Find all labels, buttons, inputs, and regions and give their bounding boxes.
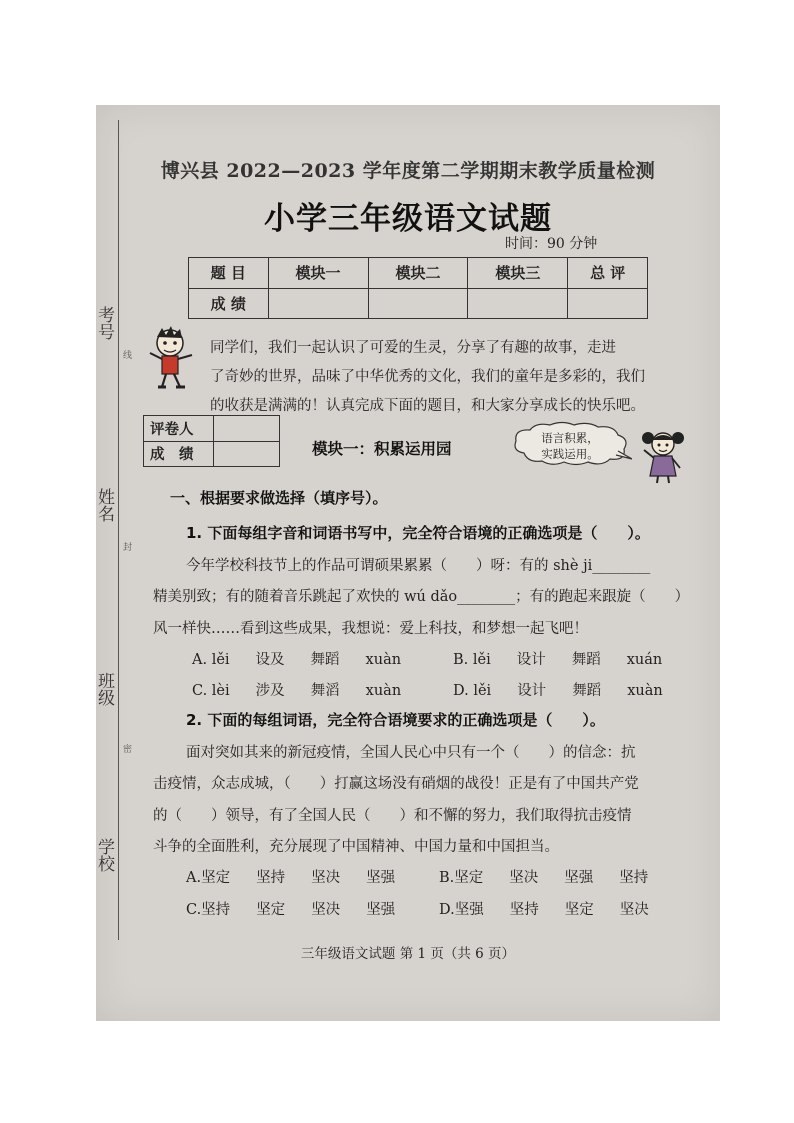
option-b[interactable] [439,866,674,887]
option-a[interactable] [186,866,421,887]
option-text: 坚决 [619,902,649,918]
option-text: 坚强 [366,870,396,886]
grader-table [143,415,280,467]
option-a[interactable] [192,648,427,669]
option-text: 坚定 [564,902,594,918]
cartoon-boy-icon [140,325,202,391]
page-footer: 三年级语文试题 第 1 页（共 6 页） [300,946,516,962]
option-text: 设及 [255,652,285,668]
option-d[interactable] [453,679,689,700]
side-label-class: 班级 [94,672,114,706]
side-label-school: 学校 [94,838,114,872]
score-cell[interactable] [468,288,568,319]
page-title: 小学三年级语文试题 [264,201,552,237]
grader-score-label: 成 绩 [144,441,214,467]
option-text: xuán [626,652,663,668]
grader-score-cell[interactable] [214,441,280,467]
score-header-cell: 模块三 [468,258,568,289]
score-table [188,257,648,319]
side-label-name: 姓名 [94,488,114,522]
intro-line: 了奇妙的世界，品味了中华优秀的文化，我们的童年是多彩的，我们 [210,369,645,385]
cut-mark: 线 [123,351,133,361]
exam-time: 时间：90 分钟 [505,236,598,252]
option-text: 坚决 [311,870,341,886]
option-text: C. lèi [192,683,230,699]
question-text: 的（ ）领导，有了全国人民（ ）和不懈的努力，我们取得抗击疫情 [153,808,632,824]
score-header-cell: 模块一 [268,258,368,289]
option-text: 坚强 [564,870,594,886]
score-table-header-row [189,258,648,289]
exam-subtitle: 博兴县 2022—2023 学年度第二学期期末教学质量检测 [160,160,656,182]
question-text: 今年学校科技节上的作品可谓硕果累累（ ）呀：有的 shè ji________ [186,558,651,574]
cut-mark: 封 [123,543,133,553]
option-text: 舞蹈 [310,652,340,668]
option-text: xuàn [365,652,402,668]
question-text: 风一样快……看到这些成果，我想说：爱上科技，和梦想一起飞吧！ [153,621,588,637]
option-d[interactable] [439,898,675,919]
binding-line [118,120,119,940]
option-text: 坚持 [256,870,286,886]
score-header-cell: 题 目 [189,258,269,289]
option-b[interactable] [453,648,688,669]
score-table-row [189,288,648,319]
option-text: D.坚强 [439,902,484,918]
question-stem: 1. 下面每组字音和词语书写中，完全符合语境的正确选项是（ ）。 [186,524,650,542]
option-c[interactable] [186,898,421,919]
side-label-exam-number: 考号 [94,306,114,340]
option-text: 设计 [516,652,546,668]
option-text: 坚决 [509,870,539,886]
score-cell[interactable] [368,288,468,319]
option-text: C.坚持 [186,902,231,918]
score-cell[interactable] [568,288,648,319]
option-c[interactable] [192,679,427,700]
option-text: A. lěi [192,652,230,668]
option-text: 坚持 [619,870,649,886]
option-text: 舞蹈 [571,652,601,668]
question-text: 精美别致；有的随着音乐跳起了欢快的 wú dǎo________；有的跑起来跟旋（ ） [153,589,690,605]
score-cell[interactable] [268,288,368,319]
option-text: 坚持 [509,902,539,918]
option-text: 坚定 [256,902,286,918]
option-text: B. lěi [453,652,491,668]
option-text: xuàn [627,683,663,699]
score-row-label: 成 绩 [189,288,269,319]
option-text: D. lěi [453,683,492,699]
question-text: 面对突如其来的新冠疫情，全国人民心中只有一个（ ）的信念：抗 [186,745,636,761]
option-text: 舞蹈 [572,683,602,699]
question-stem: 2. 下面的每组词语，完全符合语境要求的正确选项是（ ）。 [186,711,605,729]
score-header-cell: 总 评 [568,258,648,289]
bubble-line: 语言积累， [541,431,599,445]
option-text: xuàn [365,683,402,699]
question-text: 斗争的全面胜利，充分展现了中国精神、中国力量和中国担当。 [153,839,559,855]
intro-line: 同学们，我们一起认识了可爱的生灵，分享了有趣的故事，走进 [210,340,616,356]
grader-label: 评卷人 [144,416,214,442]
cut-mark: 密 [123,745,133,755]
option-text: 涉及 [255,683,285,699]
module-title: 模块一：积累运用园 [312,440,452,458]
section-title: 一、根据要求做选择（填序号）。 [170,489,388,507]
option-text: 舞滔 [310,683,340,699]
question-text: 击疫情，众志成城，（ ）打赢这场没有硝烟的战役！正是有了中国共产党 [153,776,639,792]
option-text: 设计 [517,683,547,699]
cartoon-girl-icon [640,428,686,484]
option-text: A.坚定 [186,870,231,886]
option-text: B.坚定 [439,870,484,886]
option-text: 坚强 [366,902,396,918]
bubble-line: 实践运用。 [541,447,599,461]
score-header-cell: 模块二 [368,258,468,289]
option-text: 坚决 [311,902,341,918]
intro-line: 的收获是满满的！认真完成下面的题目，和大家分享成长的快乐吧。 [210,398,645,414]
grader-cell[interactable] [214,416,280,442]
speech-bubble-text [520,430,620,462]
